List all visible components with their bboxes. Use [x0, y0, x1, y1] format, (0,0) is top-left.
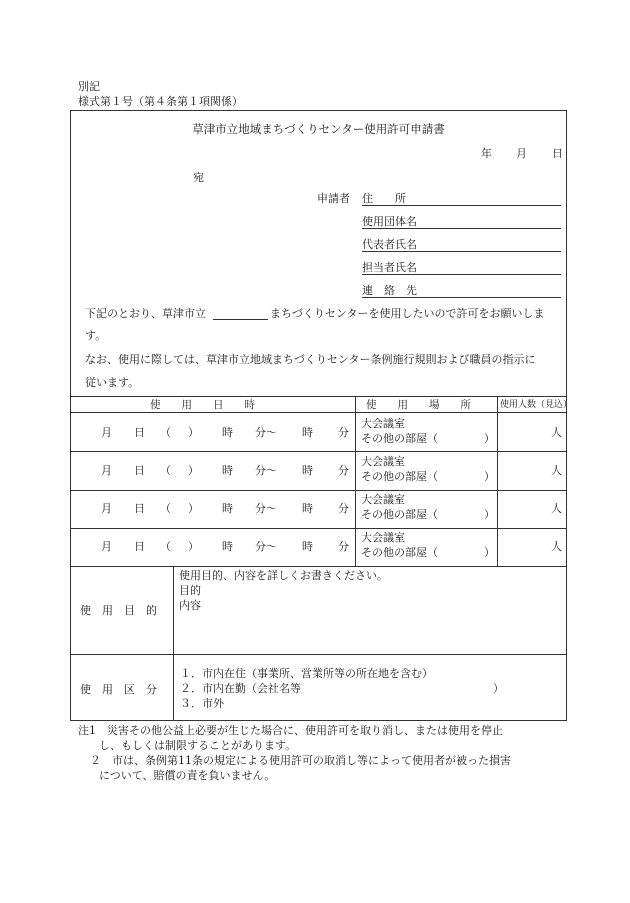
- note-2-line-2: について、賠償の責を負いません。: [99, 769, 276, 782]
- row4-hour2: 時: [302, 540, 313, 553]
- contact-field[interactable]: [362, 297, 561, 298]
- table-top-border: [70, 396, 567, 397]
- label-divider: [173, 566, 174, 721]
- row4-room-other-close: ）: [484, 546, 495, 559]
- addressee: 宛: [193, 171, 204, 184]
- representative-label: 代表者氏名: [362, 238, 417, 251]
- body-line-1a: 下記のとおり、草津市立: [85, 307, 206, 320]
- row3-paren-open: （: [160, 502, 171, 515]
- table-header-border: [70, 412, 567, 413]
- row1-hour1: 時: [222, 426, 233, 439]
- row1-paren-open: （: [160, 426, 171, 439]
- row2-hour1: 時: [222, 464, 233, 477]
- col-divider-people: [497, 396, 498, 566]
- body-line-4: 従います。: [85, 376, 140, 389]
- section-divider: [70, 654, 567, 655]
- row1-min2: 分: [338, 426, 349, 439]
- row-divider: [70, 490, 567, 491]
- col-divider-place: [355, 396, 356, 566]
- row2-day: 日: [134, 464, 145, 477]
- row3-month: 月: [101, 502, 112, 515]
- col-header-place: 使 用 場 所: [366, 399, 471, 411]
- category-option-outside[interactable]: ３．市外: [180, 697, 224, 710]
- row1-room-other-close: ）: [484, 432, 495, 445]
- note-1-line-1: 注1 災害その他公益上必要が生じた場合に、使用許可を取り消し、または使用を停止: [78, 724, 503, 737]
- date-day: 日: [552, 147, 563, 160]
- row1-month: 月: [101, 426, 112, 439]
- table-bottom-border: [70, 566, 567, 567]
- group-name-field[interactable]: [362, 228, 561, 229]
- row2-min2: 分: [338, 464, 349, 477]
- row4-day: 日: [134, 540, 145, 553]
- row4-room-other[interactable]: その他の部屋（: [361, 546, 438, 559]
- purpose-instruction: 使用目的、内容を詳しくお書きください。: [179, 569, 388, 582]
- date-month: 月: [516, 147, 527, 160]
- row2-month: 月: [101, 464, 112, 477]
- note-1-line-2: し、もしくは制限することがあります。: [99, 739, 297, 752]
- row2-room-other[interactable]: その他の部屋（: [361, 470, 438, 483]
- row4-room-main[interactable]: 大会議室: [361, 531, 405, 544]
- row-divider: [70, 528, 567, 529]
- row2-paren-close: ）: [188, 464, 199, 477]
- row1-room-main[interactable]: 大会議室: [361, 417, 405, 430]
- row3-day: 日: [134, 502, 145, 515]
- person-in-charge-label: 担当者氏名: [362, 261, 417, 274]
- purpose-line-label: 目的: [179, 584, 201, 597]
- row3-hour1: 時: [222, 502, 233, 515]
- col-header-datetime: 使 用 日 時: [150, 399, 255, 411]
- row4-month: 月: [101, 540, 112, 553]
- row2-paren-open: （: [160, 464, 171, 477]
- row1-day: 日: [134, 426, 145, 439]
- content-line-label: 内容: [179, 599, 201, 612]
- row2-room-main[interactable]: 大会議室: [361, 455, 405, 468]
- body-line-2: す。: [85, 329, 107, 342]
- row1-room-other[interactable]: その他の部屋（: [361, 432, 438, 445]
- address-field[interactable]: [362, 205, 561, 206]
- row3-paren-close: ）: [188, 502, 199, 515]
- row1-hour2: 時: [302, 426, 313, 439]
- category-option-resident[interactable]: １．市内在住（事業所、営業所等の所在地を含む）: [180, 667, 433, 680]
- row2-room-other-close: ）: [484, 470, 495, 483]
- row1-paren-close: ）: [188, 426, 199, 439]
- row4-hour1: 時: [222, 540, 233, 553]
- person-in-charge-field[interactable]: [362, 274, 561, 275]
- row2-min1: 分～: [255, 464, 277, 477]
- row-divider: [70, 451, 567, 452]
- form-title: 草津市立地域まちづくりセンター使用許可申請書: [192, 122, 445, 136]
- body-line-3: なお、使用に際しては、草津市立地域まちづくりセンター条例施行規則および職員の指示に: [85, 353, 536, 366]
- row3-hour2: 時: [302, 502, 313, 515]
- row3-people: 人: [551, 502, 562, 515]
- row4-paren-open: （: [160, 540, 171, 553]
- row3-min2: 分: [338, 502, 349, 515]
- address-label: 住 所: [362, 192, 406, 205]
- row1-min1: 分～: [255, 426, 277, 439]
- note-2-line-1: ２ 市は、条例第11条の規定による使用許可の取消し等によって使用者が被った損害: [90, 754, 511, 767]
- row1-people: 人: [551, 426, 562, 439]
- row4-min2: 分: [338, 540, 349, 553]
- row4-people: 人: [551, 540, 562, 553]
- center-name-field[interactable]: [213, 319, 268, 320]
- row3-min1: 分～: [255, 502, 277, 515]
- row2-people: 人: [551, 464, 562, 477]
- row4-min1: 分～: [255, 540, 277, 553]
- date-year: 年: [481, 147, 492, 160]
- group-name-label: 使用団体名: [362, 215, 417, 228]
- category-option-worker[interactable]: ２．市内在勤（会社名等: [180, 682, 301, 695]
- row3-room-other[interactable]: その他の部屋（: [361, 508, 438, 521]
- row2-hour2: 時: [302, 464, 313, 477]
- body-line-1b: まちづくりセンターを使用したいので許可をお願いしま: [270, 307, 545, 320]
- contact-label: 連 絡 先: [362, 284, 417, 297]
- row3-room-main[interactable]: 大会議室: [361, 493, 405, 506]
- row4-paren-close: ）: [188, 540, 199, 553]
- col-header-people: 使用人数（見込）: [500, 400, 573, 410]
- representative-field[interactable]: [362, 251, 561, 252]
- applicant-label: 申請者: [317, 192, 350, 205]
- row3-room-other-close: ）: [484, 508, 495, 521]
- category-option-worker-close: ）: [493, 682, 504, 695]
- appendix-label: 別記: [78, 80, 100, 93]
- purpose-label: 使 用 目 的: [80, 604, 157, 617]
- purpose-input-area[interactable]: [215, 584, 560, 650]
- form-number: 様式第１号（第４条第１項関係）: [78, 95, 243, 108]
- category-label: 使 用 区 分: [80, 683, 157, 696]
